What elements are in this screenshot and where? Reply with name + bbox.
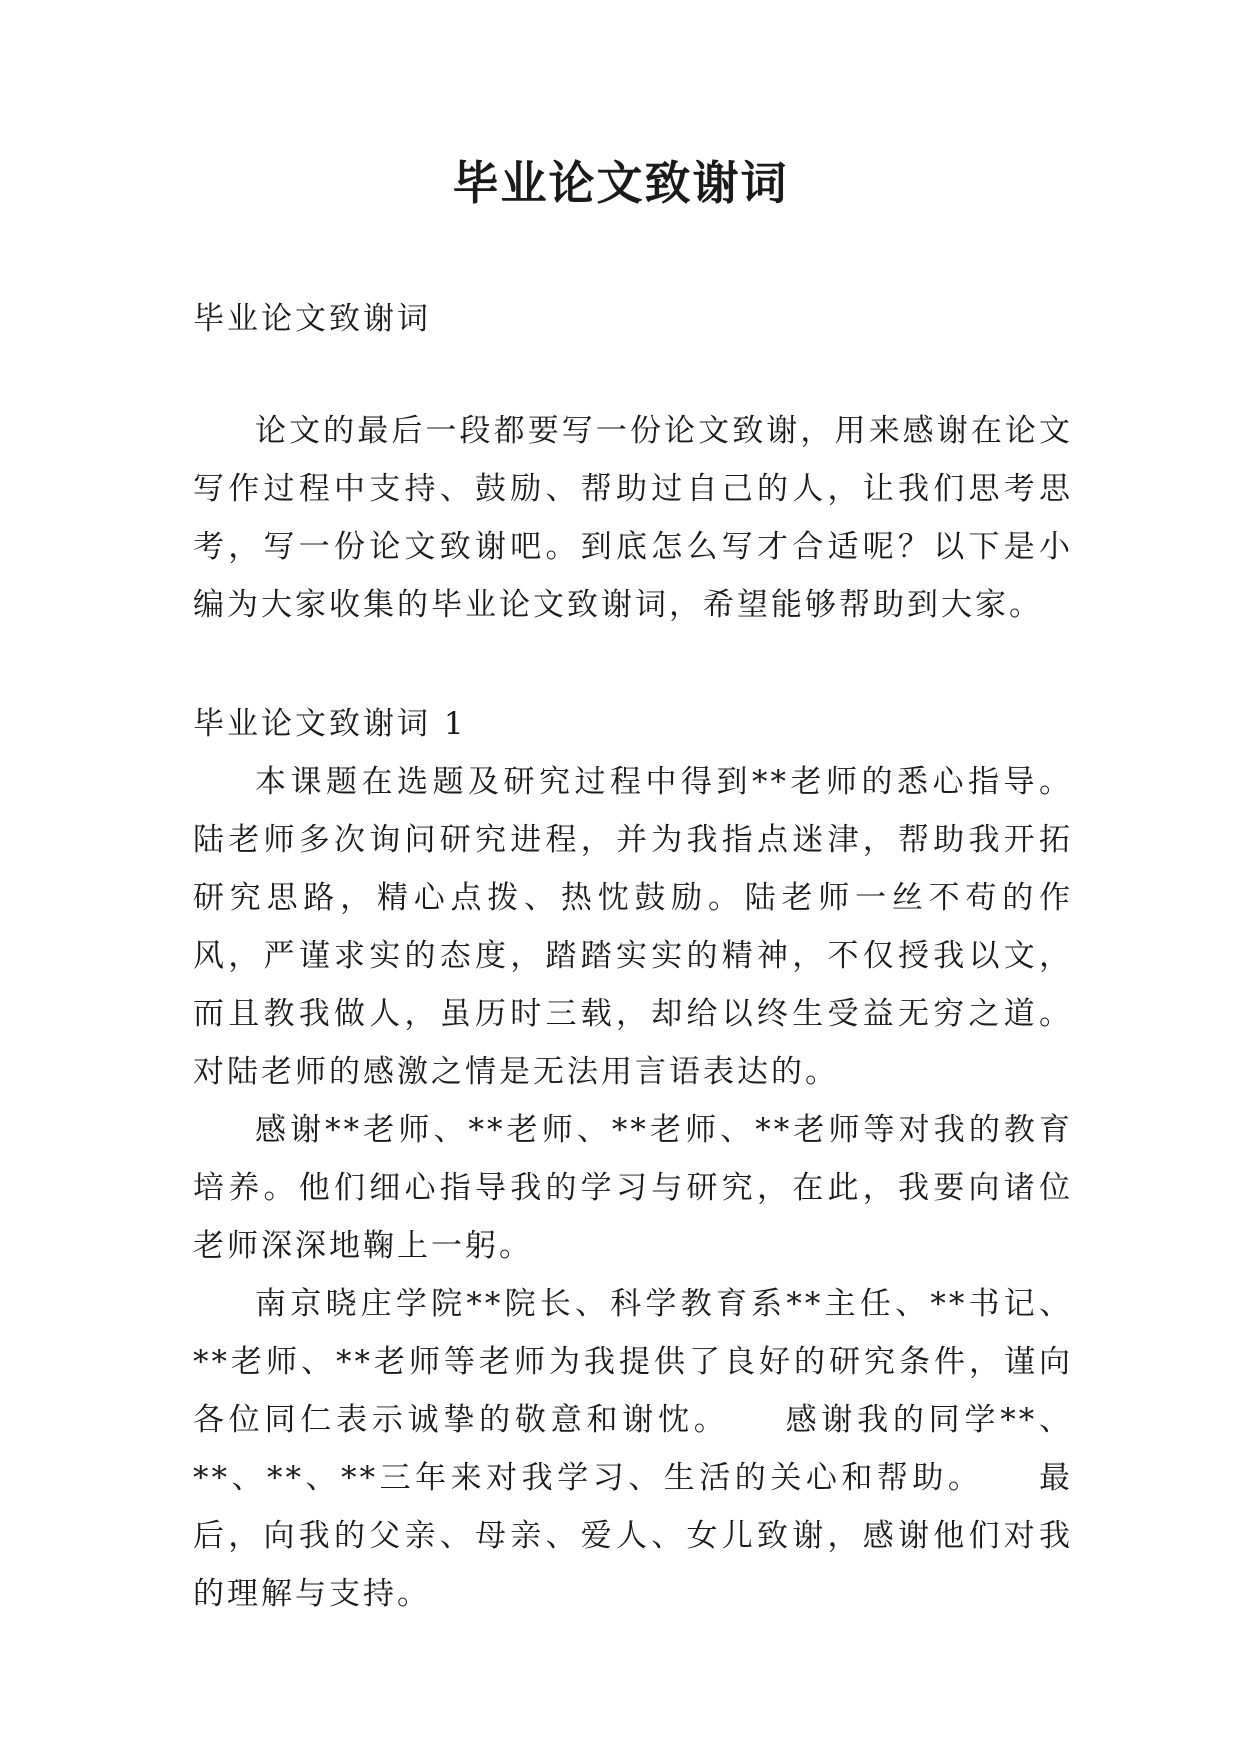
section-heading: 毕业论文致谢词 1	[193, 706, 467, 742]
document-title: 毕业论文致谢词	[452, 156, 789, 210]
intro-section	[193, 402, 1073, 634]
body-paragraph: 南京晓庄学院**院长、科学教育系**主任、**书记、**老师、**老师等老师为我提供了良好的研究条件，谨向各位同仁表示诚挚的敬意和谢忱。 感谢我的同学**、**、**、**三年来对我学习、生活的关心和帮助。 最后，向我的父亲、母亲、爱人、女儿致谢，感谢他们对我的理解与支持。	[193, 1286, 1073, 1612]
body-paragraph: 感谢**老师、**老师、**老师、**老师等对我的教育培养。他们细心指导我的学习与研究，在此，我要向诸位老师深深地鞠上一躬。	[193, 1112, 1073, 1264]
section-body	[193, 753, 1073, 1623]
document-subtitle: 毕业论文致谢词	[193, 301, 431, 337]
body-paragraph: 本课题在选题及研究过程中得到**老师的悉心指导。陆老师多次询问研究进程，并为我指点迷津，帮助我开拓研究思路，精心点拨、热忱鼓励。陆老师一丝不苟的作风，严谨求实的态度，踏踏实实的精神，不仅授我以文，而且教我做人，虽历时三载，却给以终生受益无穷之道。对陆老师的感激之情是无法用言语表达的。	[193, 764, 1073, 1090]
intro-paragraph: 论文的最后一段都要写一份论文致谢，用来感谢在论文写作过程中支持、鼓励、帮助过自己的人，让我们思考思考，写一份论文致谢吧。到底怎么写才合适呢？以下是小编为大家收集的毕业论文致谢词，希望能够帮助到大家。	[193, 413, 1073, 623]
